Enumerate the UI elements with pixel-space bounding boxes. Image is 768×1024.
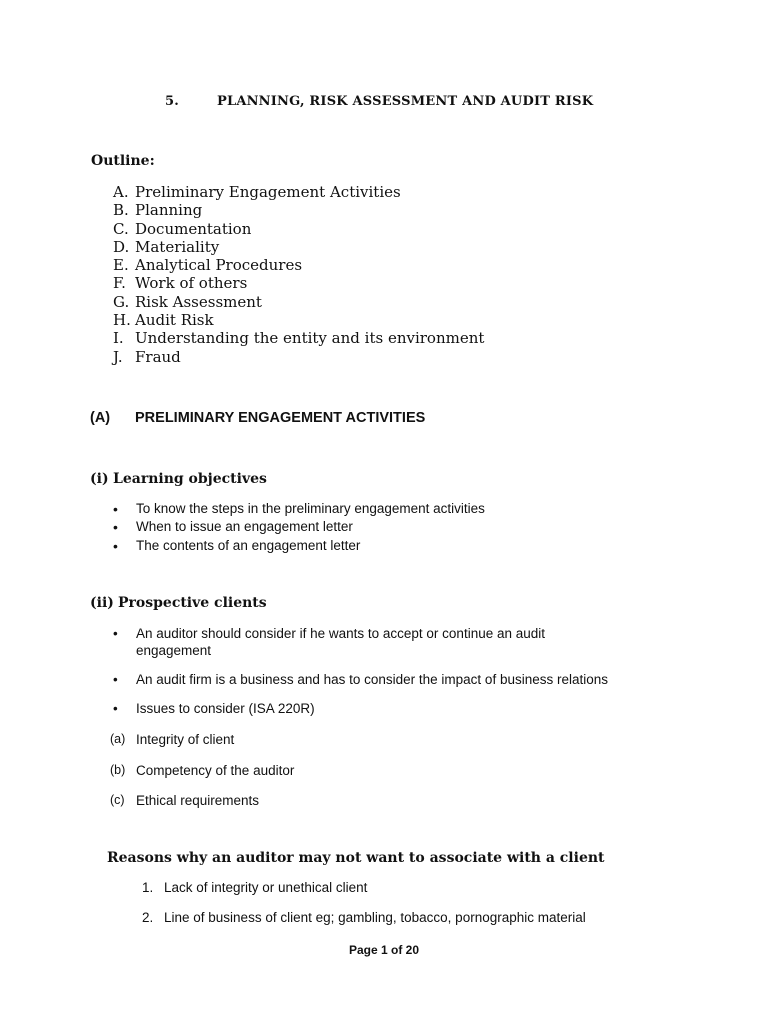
list-item-label: Analytical Procedures: [135, 256, 303, 275]
list-item: [0, 792, 768, 809]
list-item-label: Audit Risk: [135, 311, 214, 330]
list-item: [0, 880, 768, 897]
list-item: [113, 311, 613, 329]
list-marker: 1.: [142, 880, 154, 895]
bullet-icon: •: [113, 501, 118, 517]
list-item-label: The contents of an engagement letter: [136, 537, 361, 553]
list-item-label: Fraud: [135, 347, 181, 366]
outline-list: [113, 183, 613, 366]
list-marker: J.: [113, 347, 123, 366]
list-item: [113, 293, 613, 311]
list-item: [113, 348, 613, 366]
list-item: [113, 329, 613, 347]
outline-heading: Outline:: [91, 153, 155, 169]
list-marker: G.: [113, 292, 130, 311]
list-item: [113, 500, 633, 518]
list-marker: H.: [113, 311, 131, 330]
list-item-label: When to issue an engagement letter: [136, 519, 353, 535]
list-item: [0, 671, 768, 688]
list-item-label: Planning: [135, 201, 203, 220]
list-item-label: Lack of integrity or unethical client: [164, 880, 368, 895]
bullet-icon: •: [113, 537, 118, 554]
list-marker: A.: [113, 183, 129, 201]
list-item: [113, 518, 633, 536]
list-marker: (c): [110, 793, 125, 807]
list-marker: 2.: [142, 910, 154, 925]
bullet-list: [113, 500, 633, 555]
subsection-heading: [90, 595, 267, 611]
list-item: [0, 910, 768, 927]
list-marker: B.: [113, 201, 129, 220]
list-item-label: Understanding the entity and its environment: [135, 329, 485, 348]
list-item-label: Line of business of client eg; gambling, tobacco, pornographic material: [164, 910, 586, 925]
subsection-heading: [90, 471, 267, 487]
chapter-title: PLANNING, RISK ASSESSMENT AND AUDIT RISK: [217, 94, 594, 109]
section-key: (A): [90, 410, 111, 426]
reasons-heading: Reasons why an auditor may not want to associate with a client: [107, 850, 605, 866]
subsection-key: (ii): [90, 595, 114, 611]
list-item-label: To know the steps in the preliminary engagement activities: [136, 501, 485, 516]
list-item-label: Ethical requirements: [136, 793, 260, 808]
list-item-label: Competency of the auditor: [136, 763, 295, 778]
section-title: PRELIMINARY ENGAGEMENT ACTIVITIES: [135, 410, 426, 426]
list-item: [113, 537, 633, 555]
list-item-label: Issues to consider (ISA 220R): [136, 701, 315, 716]
list-item-label: Integrity of client: [136, 732, 235, 747]
bullet-icon: •: [113, 519, 118, 536]
list-item: [113, 238, 613, 256]
list-item-label-continued: engagement: [136, 643, 212, 658]
bullet-icon: •: [113, 626, 118, 641]
list-item-label: Work of others: [135, 274, 248, 293]
list-item-label: An audit firm is a business and has to consider the impact of business relations: [136, 672, 608, 687]
list-item: [113, 220, 613, 238]
subsection-title: Learning objectives: [113, 471, 267, 487]
list-marker: (a): [110, 732, 126, 746]
list-marker: E.: [113, 256, 129, 275]
list-item-label: Preliminary Engagement Activities: [135, 183, 401, 201]
bullet-icon: •: [113, 701, 118, 716]
chapter-number: 5.: [165, 94, 179, 109]
bullet-icon: •: [113, 672, 118, 687]
list-item: [0, 625, 768, 659]
list-item-label: Risk Assessment: [135, 292, 262, 311]
list-item: [0, 700, 768, 717]
list-marker: C.: [113, 219, 129, 238]
list-marker: F.: [113, 274, 126, 293]
list-item-label: Materiality: [135, 237, 220, 256]
subsection-key: (i): [90, 471, 109, 487]
page-number: Page 1 of 20: [348, 943, 420, 957]
list-item-label: Documentation: [135, 219, 252, 238]
list-marker: I.: [113, 329, 124, 348]
list-item-label: An auditor should consider if he wants to accept or continue an audit: [136, 626, 546, 641]
list-item: [113, 201, 613, 219]
list-item: [113, 256, 613, 274]
list-item: [113, 274, 613, 292]
list-item: [0, 731, 768, 748]
subsection-title: Prospective clients: [118, 595, 267, 611]
list-item: [0, 762, 768, 779]
list-item: [113, 183, 613, 201]
list-marker: D.: [113, 237, 130, 256]
list-marker: (b): [110, 763, 126, 777]
